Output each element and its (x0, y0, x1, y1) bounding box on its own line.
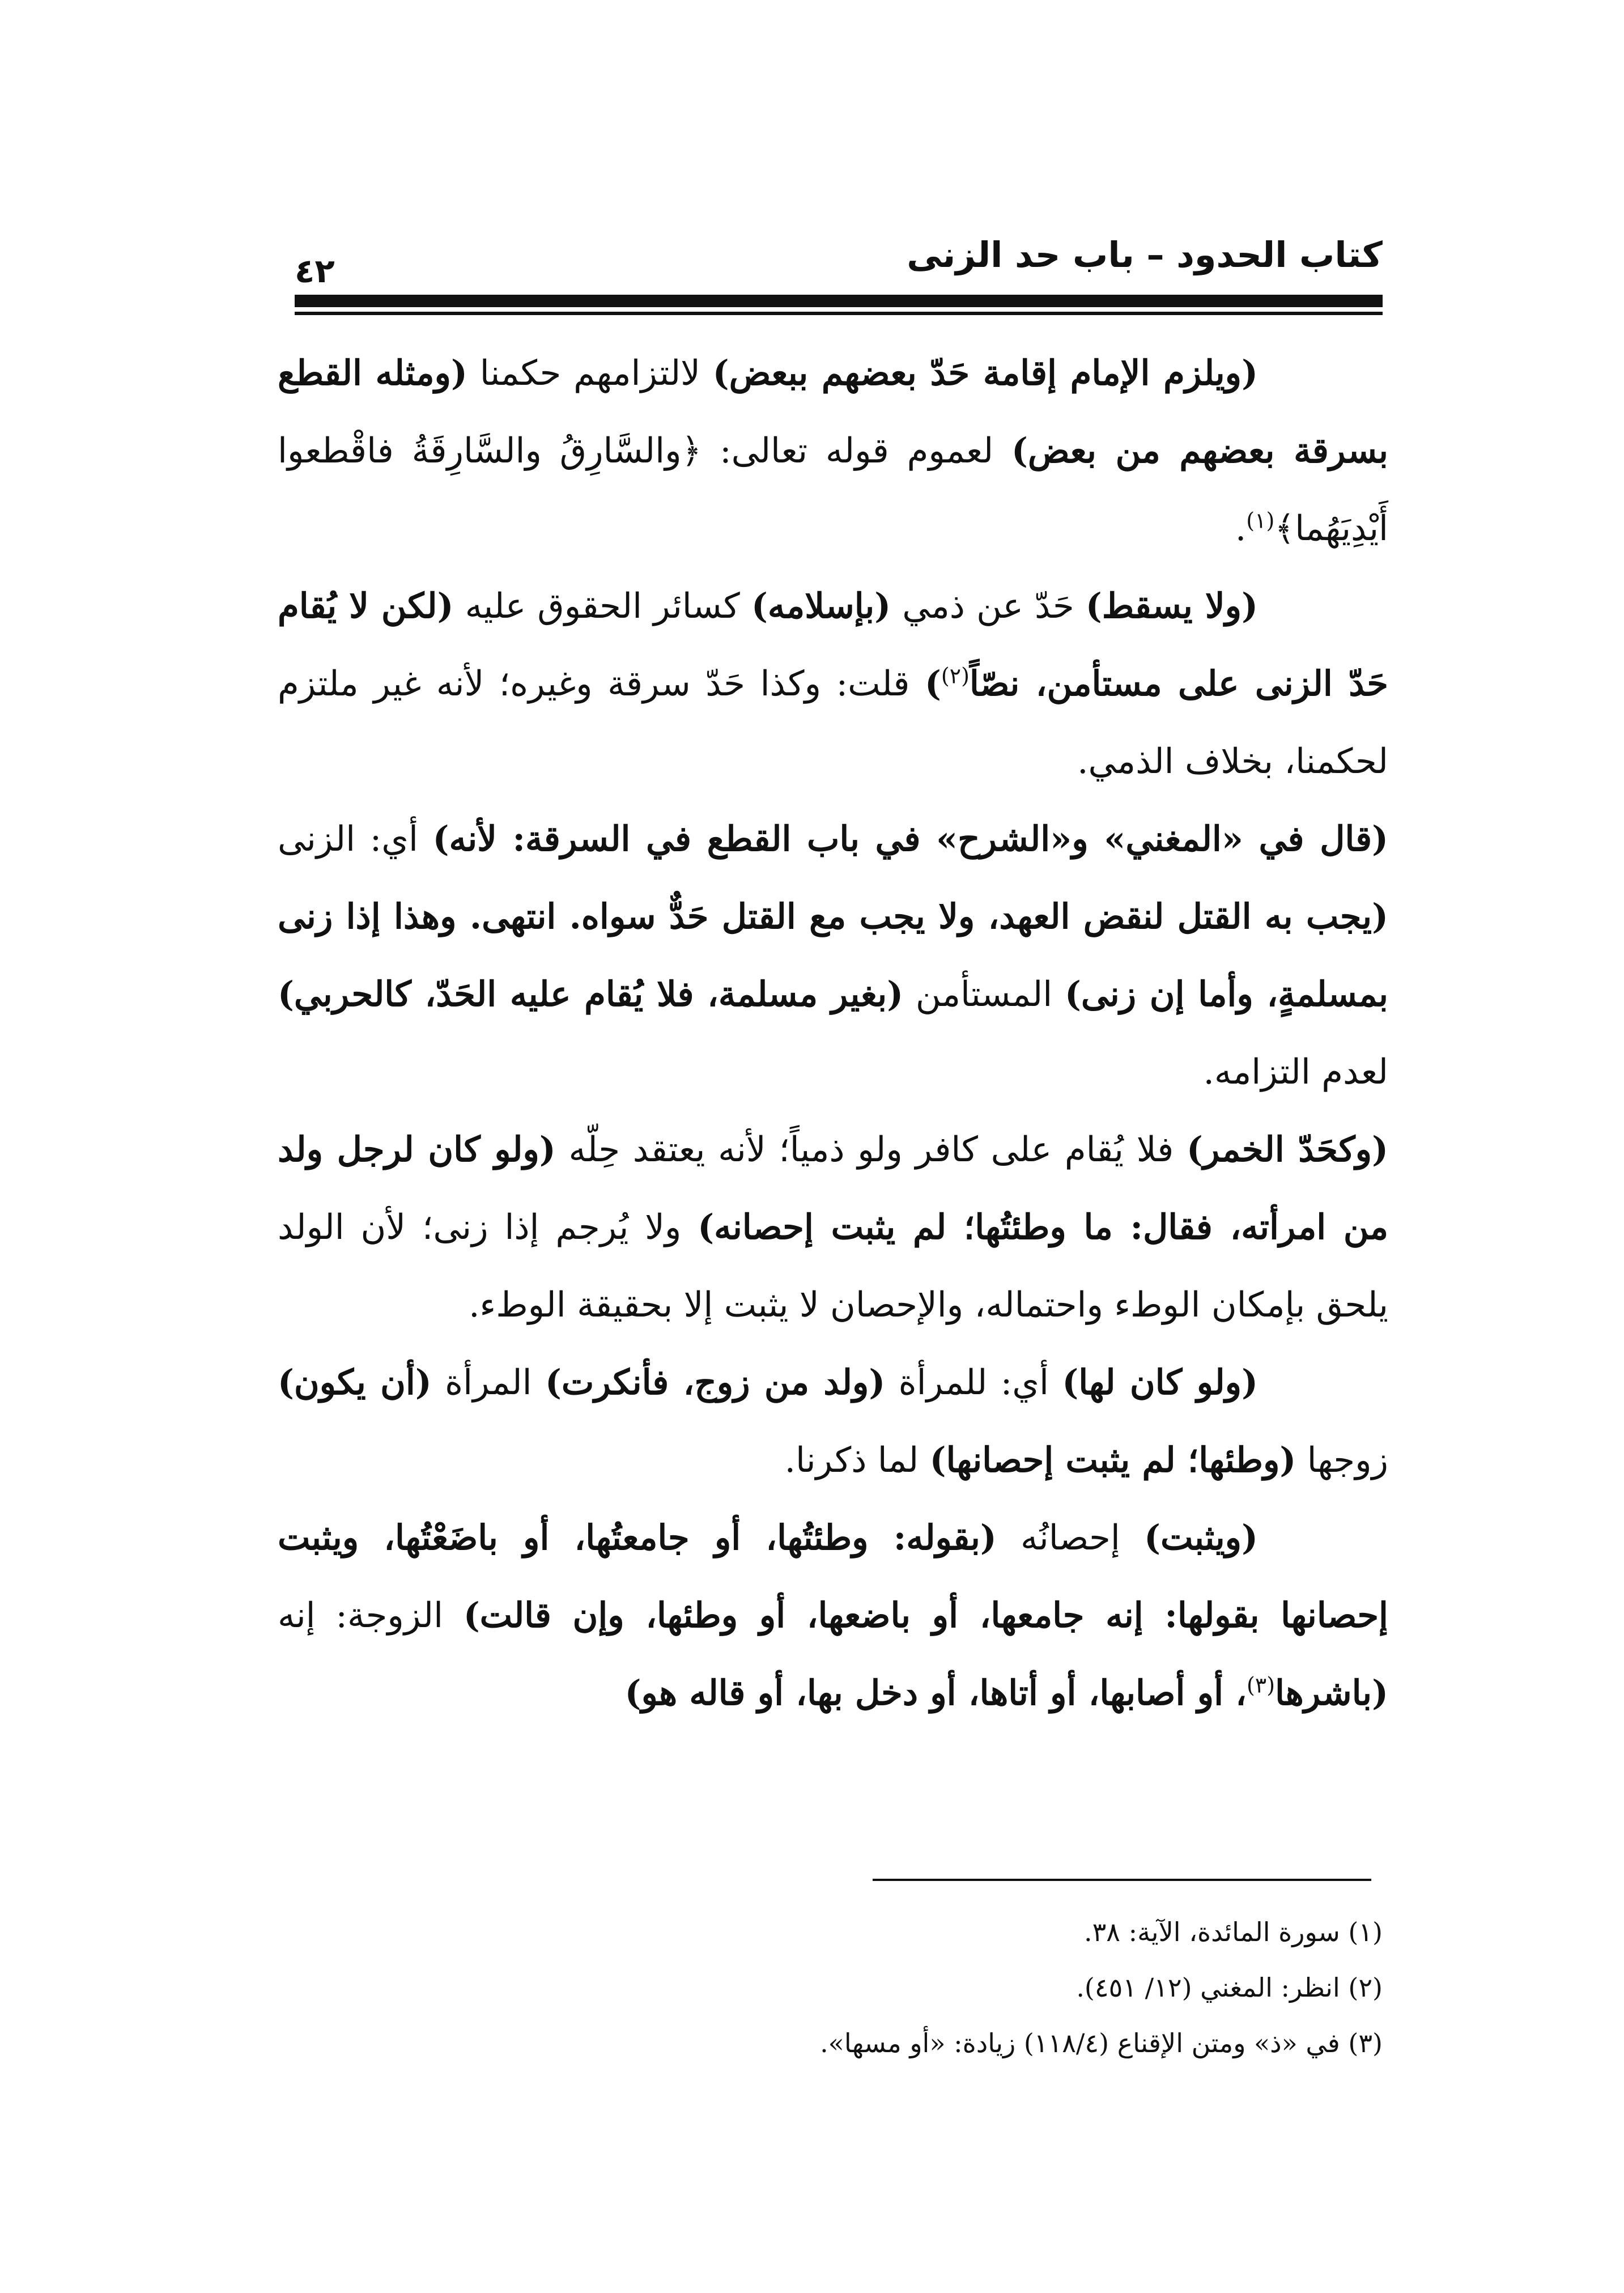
footnote-ref-2: (٢) (941, 663, 970, 689)
paragraph-2 (278, 567, 1388, 800)
paragraph-6 (278, 1499, 1388, 1732)
matn-text: (ولو كان لرجل ولد من امرأته، فقال: ما وطئتُها؛ لم يثبت إحصانه) (278, 1129, 1388, 1247)
matn-text: ، أو أصابها، أو أتاها، أو دخل بها، أو قاله هو) (624, 1673, 1247, 1713)
running-title: كتاب الحدود – باب حد الزنى (907, 234, 1383, 275)
matn-text: (بإسلامه) (751, 586, 891, 626)
matn-text: (وطئها؛ لم يثبت إحصانها) (929, 1440, 1296, 1480)
page-number: ٤٢ (295, 252, 335, 290)
matn-text: (ولا يسقط) (1085, 586, 1258, 626)
header-rule-thick (295, 295, 1383, 307)
sharh-text: الزوجة: إنه (278, 1595, 464, 1636)
main-text (278, 334, 1388, 1732)
matn-text: (لكن لا يُقام حَدّ الزنى على مستأمن، نصّاً (278, 586, 1388, 704)
page-header (295, 227, 1383, 289)
sharh-text: أي: للمرأة (885, 1362, 1062, 1403)
paragraph-5 (278, 1344, 1388, 1499)
footnote-ref-3: (٣) (1246, 1672, 1276, 1698)
sharh-text: ولا يُرجم إذا زنى؛ لأن الولد يلحق بإمكان الوطء واحتماله، والإحصان لا يثبت إلا بحقيقة الوطء. (278, 1207, 1388, 1325)
matn-text: (وكحَدّ الخمر) (1187, 1129, 1389, 1170)
matn-text: (أن يكون) (278, 1362, 432, 1403)
matn-text: (يجب به القتل لنقض العهد، ولا يجب مع القتل حَدٌّ سواه. انتهى. وهذا إذا زنى بمسلمةٍ، وأما إن زنى) (278, 897, 1388, 1014)
footnote-ref-1: (١) (1246, 508, 1275, 533)
paragraph-3 (278, 800, 1388, 1111)
sharh-text: المرأة (431, 1362, 545, 1403)
matn-text: (ويلزم الإمام إقامة حَدّ بعضهم ببعض) (712, 353, 1258, 393)
paragraph-1 (278, 334, 1388, 567)
footnote-1: (١) سورة المائدة، الآية: ٣٨. (1083, 1917, 1383, 1947)
sharh-text: لالتزامهم حكمنا (467, 353, 713, 393)
sharh-text: كسائر الحقوق عليه (453, 586, 751, 626)
sharh-text: إحصانُه (996, 1518, 1145, 1558)
header-rule-thin (295, 312, 1383, 315)
sharh-text: لعدم التزامه. (1203, 1052, 1388, 1092)
sharh-text: فلا يُقام على كافر ولو ذمياً؛ لأنه يعتقد حِلّه (555, 1129, 1187, 1170)
sharh-text: قلت: وكذا حَدّ سرقة وغيره؛ لأنه غير ملتزم لحكمنا، بخلاف الذمي. (278, 664, 1388, 782)
footnote-3: (٣) في «ذ» ومتن الإقناع (١١٨/٤) زيادة: «أو مسها». (820, 2028, 1383, 2058)
sharh-text: زوجها (1296, 1440, 1388, 1480)
sharh-text: أي: الزنى (278, 819, 433, 859)
matn-text: (قال في «المغني» و«الشرح» في باب القطع في السرقة: لأنه) (432, 819, 1388, 859)
paragraph-4 (278, 1111, 1388, 1344)
matn-text: (ويثبت) (1144, 1518, 1258, 1558)
footnote-2: (٢) انظر: المغني (١٢/ ٤٥١). (1076, 1972, 1383, 2003)
matn-text: (بقوله: وطئتُها، أو جامعتُها، أو باضَعْتُها، ويثبت إحصانها بقولها: إنه جامعها، أو باضعها، أو وطئها، وإن قالت) (278, 1518, 1388, 1636)
matn-text: (باشرها (1275, 1673, 1388, 1713)
sharh-text: . (1235, 508, 1247, 549)
sharh-text: حَدّ عن ذمي (891, 586, 1086, 626)
matn-text: (ولد من زوج، فأنكرت) (545, 1362, 886, 1403)
sharh-text: لما ذكرنا. (784, 1440, 930, 1480)
matn-text: (ولو كان لها) (1062, 1362, 1258, 1403)
sharh-text: المستأمن (903, 974, 1065, 1014)
footnote-separator (873, 1879, 1371, 1881)
matn-text: (ومثله القطع بسرقة بعضهم من بعض) (278, 353, 1388, 471)
footnotes (295, 1904, 1383, 2071)
sharh-text: لعموم قوله تعالى: ﴿والسَّارِقُ والسَّارِقَةُ فاقْطعوا أَيْدِيَهُما﴾ (278, 431, 1388, 549)
matn-text: (بغير مسلمة، فلا يُقام عليه الحَدّ، كالحربي) (278, 974, 904, 1014)
matn-text: ) (924, 664, 941, 704)
